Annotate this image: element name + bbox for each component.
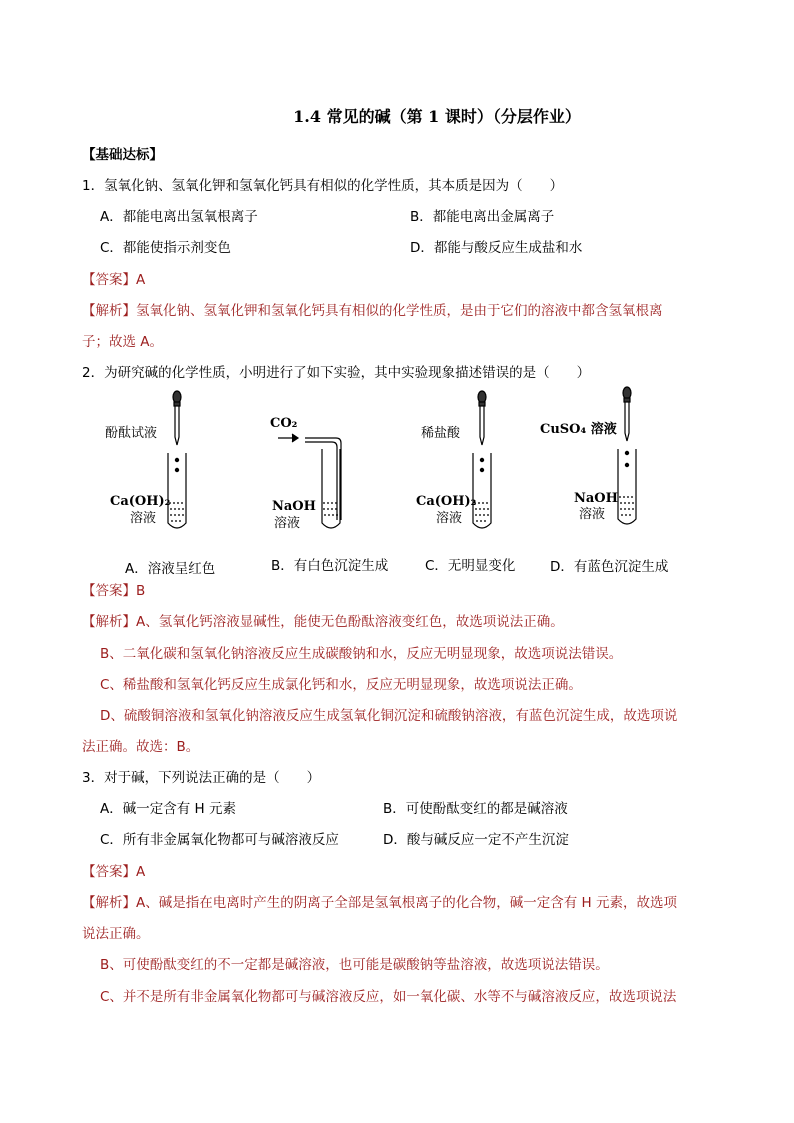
analysis-text: A、碱是指在电离时产生的阴离子全部是氢氧根离子的化合物，碱一定含有 H 元素，故选项 — [136, 895, 677, 911]
label-b-solution: NaOH — [272, 499, 316, 514]
q1-option-b: B．都能电离出金属离子 — [410, 209, 555, 225]
label-b-solution2: 溶液 — [274, 516, 301, 531]
label-c-dropper: 稀盐酸 — [421, 426, 461, 441]
section-heading: 【基础达标】 — [82, 147, 163, 163]
answer-tag: 【答案】 — [82, 583, 136, 599]
q2-analysis-d-cont: 法正确。故选：B。 — [82, 739, 200, 755]
label-d-solution2: 溶液 — [579, 507, 606, 522]
q1-stem: 1．氢氧化钠、氢氧化钾和氢氧化钙具有相似的化学性质，其本质是因为（ ） — [82, 178, 564, 194]
label-c-solution2: 溶液 — [436, 511, 463, 526]
q3-answer — [82, 862, 145, 882]
q3-analysis-a — [82, 893, 677, 913]
answer-value: B — [136, 583, 146, 599]
label-d-solution: NaOH — [574, 491, 618, 506]
analysis-tag: 【解析】 — [82, 895, 136, 911]
q1-option-a: A．都能电离出氢氧根离子 — [100, 209, 258, 225]
label-b-gas: CO₂ — [270, 416, 298, 431]
label-c-solution: Ca(OH)₂ — [416, 494, 477, 509]
experiment-a — [168, 391, 186, 528]
analysis-text: A、氢氧化钙溶液显碱性，能使无色酚酞溶液变红色，故选项说法正确。 — [136, 614, 564, 630]
q3-stem: 3．对于碱，下列说法正确的是（ ） — [82, 770, 321, 786]
experiment-d — [618, 387, 636, 524]
answer-tag: 【答案】 — [82, 272, 136, 288]
q2-option-a: A．溶液呈红色 — [125, 561, 216, 577]
q1-option-d: D．都能与酸反应生成盐和水 — [410, 240, 583, 256]
answer-value: A — [136, 272, 146, 288]
q3-analysis-c: C、并不是所有非金属氧化物都可与碱溶液反应，如一氧化碳、水等不与碱溶液反应，故选项说法 — [100, 989, 677, 1005]
q3-option-c: C．所有非金属氧化物都可与碱溶液反应 — [100, 832, 339, 848]
label-d-dropper: CuSO₄ 溶液 — [540, 422, 617, 437]
q2-stem: 2．为研究碱的化学性质，小明进行了如下实验，其中实验现象描述错误的是（ ） — [82, 365, 591, 381]
q2-analysis-b: B、二氧化碳和氢氧化钠溶液反应生成碳酸钠和水，反应无明显现象，故选项说法错误。 — [100, 646, 623, 662]
label-a-solution2: 溶液 — [130, 511, 157, 526]
q1-analysis — [82, 301, 663, 321]
q2-analysis-d: D、硫酸铜溶液和氢氧化钠溶液反应生成氢氧化铜沉淀和硫酸钠溶液，有蓝色沉淀生成，故选项说 — [100, 708, 678, 724]
q2-analysis-a — [82, 612, 564, 632]
q3-option-d: D．酸与碱反应一定不产生沉淀 — [383, 832, 569, 848]
q2-answer — [82, 581, 145, 601]
q1-option-c: C．都能使指示剂变色 — [100, 240, 231, 256]
q3-option-a: A．碱一定含有 H 元素 — [100, 801, 236, 817]
answer-tag: 【答案】 — [82, 864, 136, 880]
answer-value: A — [136, 864, 146, 880]
q2-option-b: B．有白色沉淀生成 — [271, 558, 389, 574]
label-a-solution: Ca(OH)₂ — [110, 494, 171, 509]
analysis-tag: 【解析】 — [82, 303, 136, 319]
q3-analysis-a-cont: 说法正确。 — [82, 926, 150, 942]
q1-analysis-cont: 子；故选 A。 — [82, 334, 164, 350]
label-a-dropper: 酚酞试液 — [105, 426, 158, 441]
page-title: 1.4 常见的碱（第 1 课时）（分层作业） — [293, 107, 581, 126]
q2-option-c: C．无明显变化 — [425, 558, 516, 574]
q2-analysis-c: C、稀盐酸和氢氧化钙反应生成氯化钙和水，反应无明显现象，故选项说法正确。 — [100, 677, 582, 693]
q2-option-d: D．有蓝色沉淀生成 — [550, 559, 669, 575]
analysis-tag: 【解析】 — [82, 614, 136, 630]
q3-option-b: B．可使酚酞变红的都是碱溶液 — [383, 801, 568, 817]
q1-answer — [82, 270, 145, 290]
analysis-text: 氢氧化钠、氢氧化钾和氢氧化钙具有相似的化学性质，是由于它们的溶液中都含氢氧根离 — [136, 303, 663, 319]
q3-analysis-b: B、可使酚酞变红的不一定都是碱溶液，也可能是碳酸钠等盐溶液，故选项说法错误。 — [100, 957, 609, 973]
